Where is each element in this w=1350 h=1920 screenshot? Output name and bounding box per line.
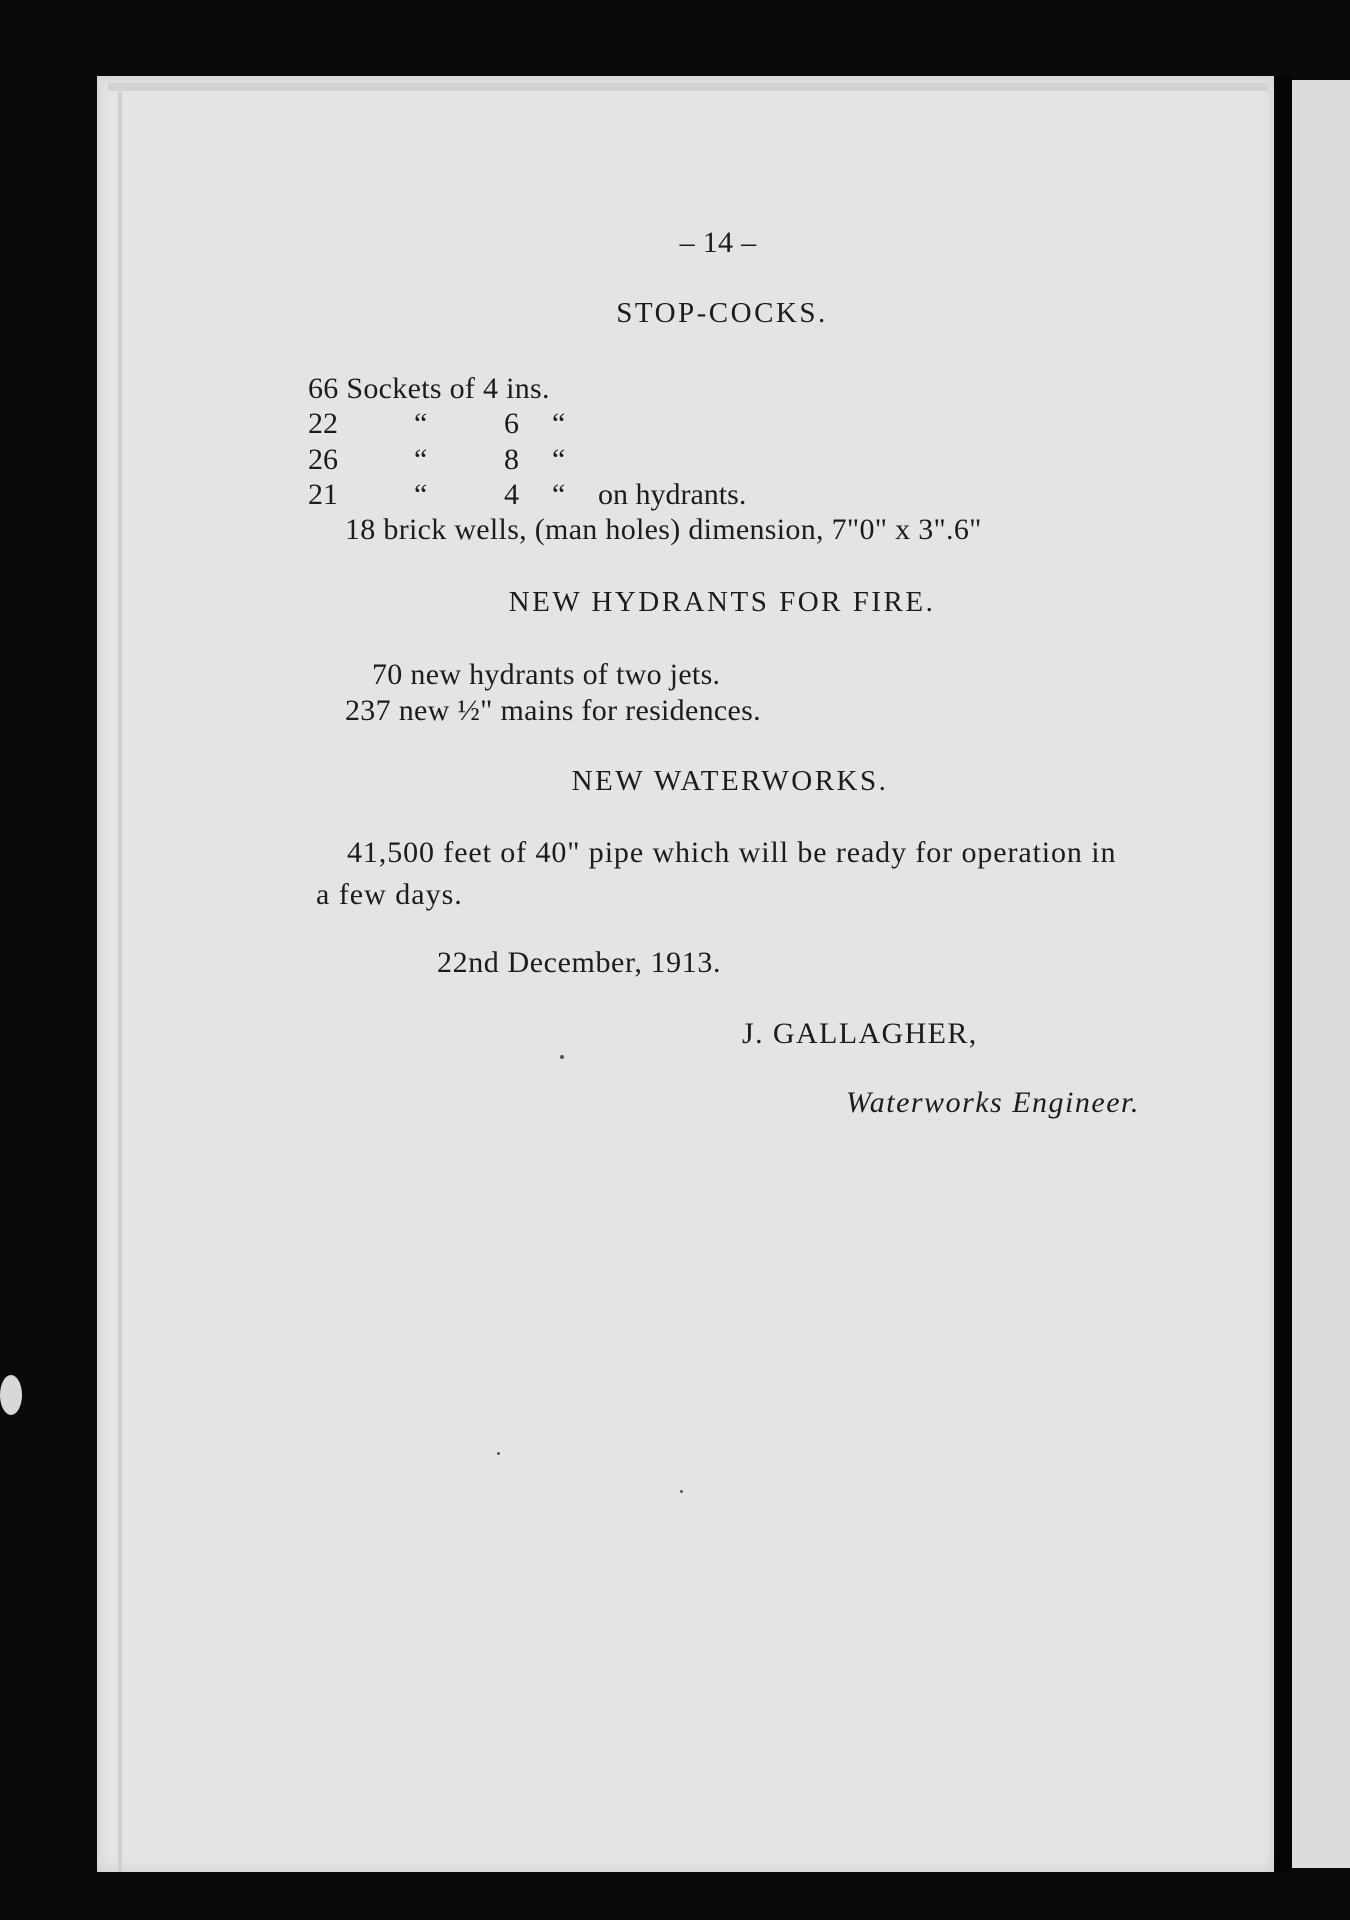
brick-wells-line: 18 brick wells, (man holes) dimension, 7"0" x 3".6": [345, 513, 982, 546]
row-quantity: 22: [308, 407, 338, 440]
scan-speck: [497, 1452, 500, 1455]
scan-artifact: [0, 1375, 22, 1415]
waterworks-line-2: a few days.: [316, 878, 463, 911]
adjacent-page-edge: [1292, 80, 1350, 1868]
date-line: 22nd December, 1913.: [437, 946, 722, 979]
page-number: – 14 –: [679, 226, 757, 259]
row-size: 8: [504, 443, 519, 476]
ditto-mark: “: [552, 478, 566, 511]
scan-speck: [680, 1490, 683, 1493]
page-top-edge: [108, 83, 1268, 91]
scan-speck: [560, 1055, 564, 1059]
ditto-mark: “: [552, 443, 566, 476]
row-quantity: 21: [308, 478, 338, 511]
ditto-mark: “: [414, 407, 428, 440]
stop-cocks-first-line: 66 Sockets of 4 ins.: [308, 372, 550, 405]
signature-title: Waterworks Engineer.: [846, 1086, 1140, 1119]
row-size: 4: [504, 478, 519, 511]
row-note: on hydrants.: [598, 478, 747, 511]
hydrants-heading: NEW HYDRANTS FOR FIRE.: [508, 586, 936, 618]
binding-gutter: [1275, 76, 1292, 1872]
hydrants-line-1: 70 new hydrants of two jets.: [372, 658, 721, 691]
waterworks-heading: NEW WATERWORKS.: [571, 765, 889, 797]
ditto-mark: “: [414, 478, 428, 511]
waterworks-line-1: 41,500 feet of 40" pipe which will be ready for operation in: [347, 836, 1117, 869]
ditto-mark: “: [414, 443, 428, 476]
signature-name: J. GALLAGHER,: [742, 1017, 978, 1050]
stop-cocks-heading: STOP-COCKS.: [616, 297, 828, 329]
hydrants-line-2: 237 new ½" mains for residences.: [345, 694, 761, 727]
row-size: 6: [504, 407, 519, 440]
page-left-edge: [118, 92, 122, 1872]
ditto-mark: “: [552, 407, 566, 440]
row-quantity: 26: [308, 443, 338, 476]
